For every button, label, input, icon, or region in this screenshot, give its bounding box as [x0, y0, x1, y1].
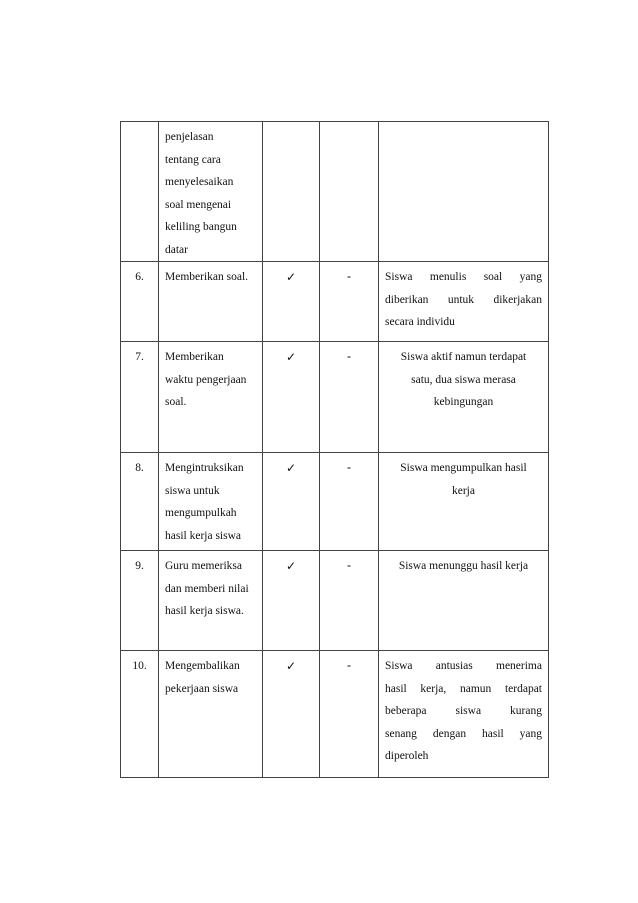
- table-row: [121, 551, 549, 651]
- description-cell: [379, 551, 549, 651]
- no-cell: [320, 453, 379, 551]
- activity-line: penjelasan: [165, 131, 214, 143]
- activity-cell: [159, 342, 263, 453]
- no-cell: [320, 342, 379, 453]
- check-icon: ✓: [285, 461, 297, 475]
- activity-line: pekerjaan siswa: [165, 682, 239, 695]
- description-line: secara individu: [385, 316, 455, 328]
- description-line: satu, dua siswa merasa: [411, 373, 516, 386]
- description-cell: [379, 651, 549, 778]
- no-cell: [320, 262, 379, 342]
- row-number: 8.: [121, 453, 159, 551]
- description-line: Siswa menulis soal yang: [385, 271, 542, 283]
- description-cell: [379, 453, 549, 551]
- activity-line: Memberikan soal.: [165, 271, 249, 283]
- activity-line: datar: [165, 243, 188, 256]
- observation-table: [120, 121, 549, 778]
- activity-line: soal mengenai: [165, 198, 232, 211]
- no-cell: [320, 122, 379, 262]
- description-line: Siswa antusias menerima: [385, 660, 542, 672]
- activity-line: tentang cara: [165, 153, 221, 166]
- activity-line: Memberikan: [165, 351, 224, 363]
- check-icon: ✓: [285, 659, 297, 673]
- dash-mark: -: [347, 351, 351, 363]
- activity-line: siswa untuk: [165, 484, 220, 497]
- activity-line: Guru memeriksa: [165, 560, 242, 572]
- check-icon: ✓: [285, 270, 297, 284]
- description-line: kebingungan: [433, 396, 494, 408]
- check-icon: ✓: [285, 559, 297, 573]
- description-cell: [379, 122, 549, 262]
- row-number: 6.: [121, 262, 159, 342]
- yes-cell: [263, 453, 320, 551]
- description-line: Siswa aktif namun terdapat: [400, 351, 527, 363]
- activity-line: waktu pengerjaan: [165, 373, 247, 386]
- activity-line: Mengintruksikan: [165, 462, 244, 474]
- row-number: [121, 122, 159, 262]
- activity-line: dan memberi nilai: [165, 582, 249, 595]
- dash-mark: -: [347, 462, 351, 474]
- no-cell: [320, 651, 379, 778]
- activity-line: mengumpulkah: [165, 507, 237, 519]
- table-row: [121, 453, 549, 551]
- activity-line: hasil kerja siswa.: [165, 605, 244, 617]
- dash-mark: -: [347, 560, 351, 572]
- yes-cell: [263, 262, 320, 342]
- activity-cell: [159, 651, 263, 778]
- description-cell: [379, 342, 549, 453]
- description-line: hasil kerja, namun terdapat: [385, 682, 542, 695]
- yes-cell: [263, 551, 320, 651]
- row-number: 10.: [121, 651, 159, 778]
- yes-cell: [263, 122, 320, 262]
- dash-mark: -: [347, 271, 351, 283]
- table-row: [121, 651, 549, 778]
- description-line: senang dengan hasil yang: [385, 727, 542, 740]
- activity-line: hasil kerja siswa: [165, 529, 242, 542]
- description-line: Siswa mengumpulkan hasil: [400, 462, 527, 474]
- yes-cell: [263, 651, 320, 778]
- description-cell: [379, 262, 549, 342]
- table-row: [121, 262, 549, 342]
- row-number: 9.: [121, 551, 159, 651]
- activity-line: soal.: [165, 396, 187, 408]
- activity-cell: [159, 453, 263, 551]
- activity-cell: [159, 551, 263, 651]
- table-row: [121, 122, 549, 262]
- dash-mark: -: [347, 660, 351, 672]
- table-row: [121, 342, 549, 453]
- no-cell: [320, 551, 379, 651]
- activity-cell: [159, 122, 263, 262]
- description-line: Siswa menunggu hasil kerja: [398, 560, 529, 572]
- description-line: beberapa siswa kurang: [385, 705, 542, 717]
- activity-cell: [159, 262, 263, 342]
- row-number: 7.: [121, 342, 159, 453]
- activity-line: Mengembalikan: [165, 660, 240, 672]
- activity-line: keliling bangun: [165, 221, 237, 233]
- description-line: kerja: [452, 484, 475, 497]
- description-line: diberikan untuk dikerjakan: [385, 293, 542, 306]
- activity-line: menyelesaikan: [165, 176, 234, 188]
- yes-cell: [263, 342, 320, 453]
- check-icon: ✓: [285, 350, 297, 364]
- description-line: diperoleh: [385, 750, 429, 762]
